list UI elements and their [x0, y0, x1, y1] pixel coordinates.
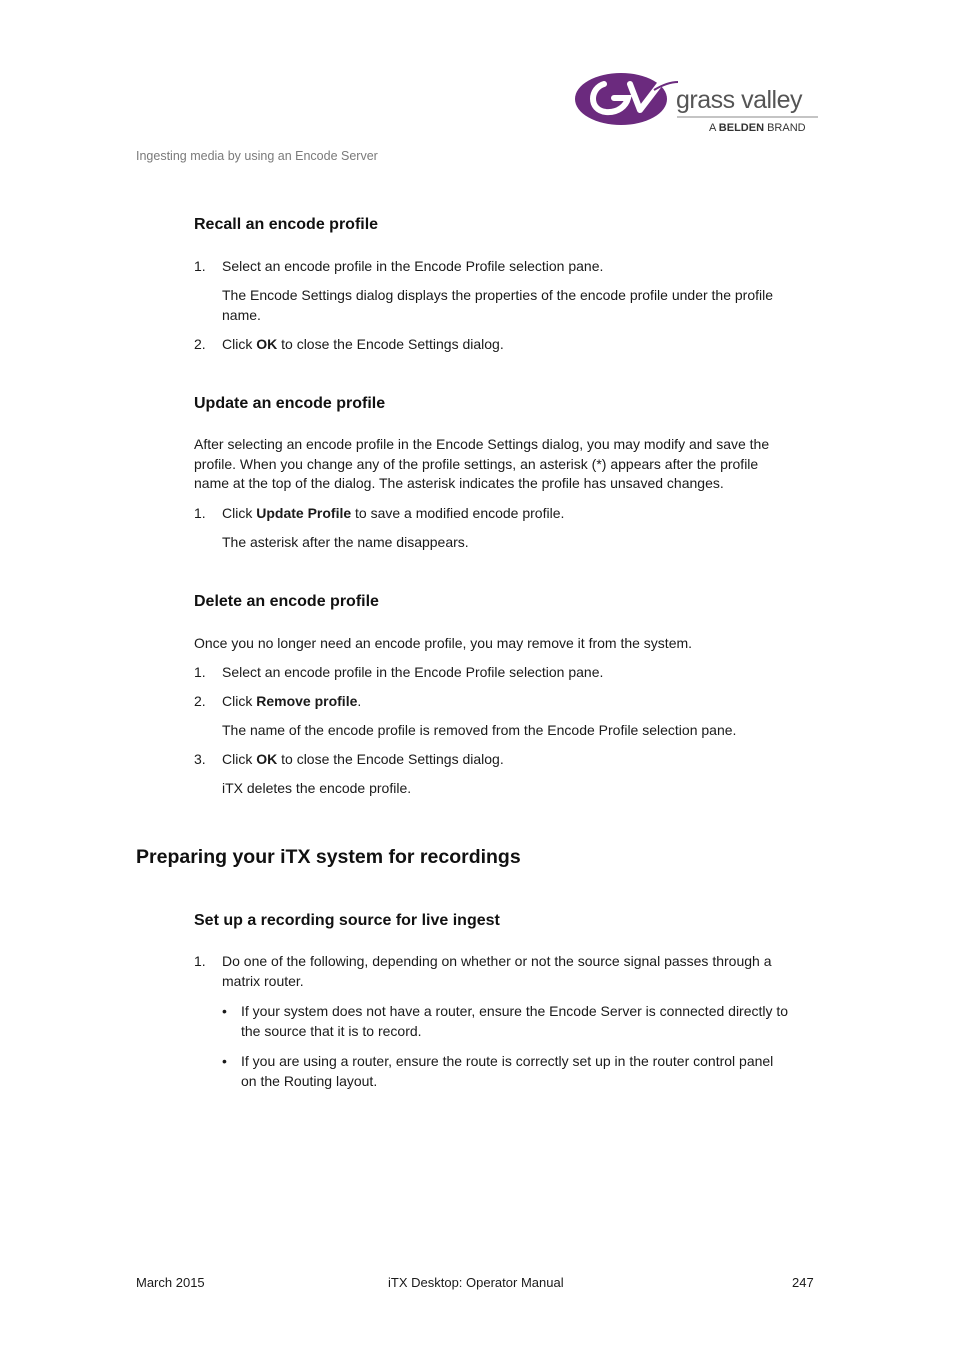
- delete-step-3-text: Click OK to close the Encode Settings dialog.: [222, 751, 504, 767]
- footer-title: iTX Desktop: Operator Manual: [388, 1275, 564, 1290]
- delete-step-3-number: 3.: [194, 751, 206, 767]
- update-step-1-note: The asterisk after the name disappears.: [222, 534, 469, 550]
- preparing-heading: Preparing your iTX system for recordings: [136, 846, 521, 868]
- footer-page-number: 247: [792, 1275, 814, 1290]
- delete-step-2-number: 2.: [194, 693, 206, 709]
- logo-wordmark: grass valley: [676, 86, 802, 114]
- bullet-icon: •: [222, 1003, 227, 1019]
- recall-heading: Recall an encode profile: [194, 216, 379, 233]
- recall-step-1-note: The Encode Settings dialog displays the properties of the encode profile under the profile name.: [222, 287, 774, 323]
- delete-intro: Once you no longer need an encode profile, you may remove it from the system.: [194, 635, 693, 651]
- delete-heading: Delete an encode profile: [194, 593, 379, 610]
- recall-step-1-number: 1.: [194, 258, 206, 274]
- delete-step-2-text: Click Remove profile.: [222, 693, 362, 709]
- delete-step-3-note: iTX deletes the encode profile.: [222, 780, 412, 796]
- setup-heading: Set up a recording source for live ingest: [194, 912, 500, 929]
- delete-step-1-text: Select an encode profile in the Encode Profile selection pane.: [222, 664, 604, 680]
- update-step-1-number: 1.: [194, 505, 206, 521]
- delete-step-1-number: 1.: [194, 664, 206, 680]
- update-step-1-text: Click Update Profile to save a modified encode profile.: [222, 505, 565, 521]
- bullet-icon: •: [222, 1053, 227, 1069]
- logo-tagline: A BELDEN BRAND: [709, 122, 806, 134]
- delete-step-2-note: The name of the encode profile is removed from the Encode Profile selection pane.: [222, 722, 737, 738]
- recall-step-2-text: Click OK to close the Encode Settings dialog.: [222, 336, 504, 352]
- setup-step-1-number: 1.: [194, 953, 206, 969]
- update-heading: Update an encode profile: [194, 395, 386, 412]
- setup-bullet-1: If your system does not have a router, ensure the Encode Server is connected directly to the source that it is to record.: [241, 1003, 789, 1039]
- recall-step-1-text: Select an encode profile in the Encode Profile selection pane.: [222, 258, 604, 274]
- grass-valley-logo: [574, 70, 822, 134]
- footer-date: March 2015: [136, 1275, 205, 1290]
- update-intro: After selecting an encode profile in the Encode Settings dialog, you may modify and save the profile. When you change any of the profile settings, an asterisk (*) appears after the profile name at the top of the dialog. The asterisk indicates the profile has unsaved changes.: [194, 436, 770, 491]
- recall-step-2-number: 2.: [194, 336, 206, 352]
- setup-bullet-2: If you are using a router, ensure the route is correctly set up in the router control panel on the Routing layout.: [241, 1053, 774, 1089]
- setup-step-1-text: Do one of the following, depending on whether or not the source signal passes through a matrix router.: [222, 953, 772, 989]
- running-head: Ingesting media by using an Encode Server: [136, 149, 378, 163]
